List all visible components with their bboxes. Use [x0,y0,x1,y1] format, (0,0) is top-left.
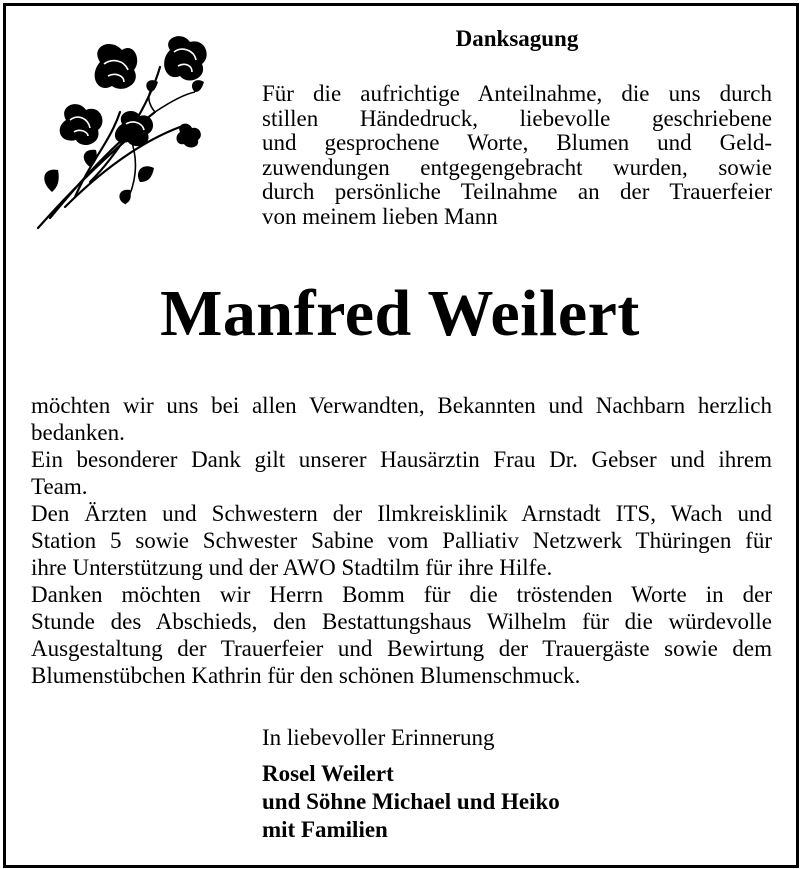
body-line: Team. [31,474,88,499]
body-paragraph [31,392,772,689]
body-line: Ausgestaltung der Trauerfeier und Bewirtung der Trauergäste sowie dem [31,636,772,661]
signers [262,760,762,844]
body-line: Danken möchten wir Herrn Bomm für die tröstenden Worte in der [31,582,772,607]
body-line: bedanken. [31,420,125,445]
body-line: Ein besonderer Dank gilt unserer Hausärztin Frau Dr. Gebser und ihrem [31,447,772,472]
roses-icon [30,32,230,232]
body-line: ihre Unterstützung und der AWO Stadtilm für ihre Hilfe. [31,555,553,580]
intro-line: durch persönliche Teilnahme an der Trauerfeier [262,179,772,205]
signer-line: und Söhne Michael und Heiko [262,789,560,814]
heading: Danksagung [455,26,579,51]
signer-line: mit Familien [262,817,388,842]
body-line: Blumenstübchen Kathrin für den schönen Blumenschmuck. [31,663,581,688]
intro-line: zuwendungen entgegengebracht wurden, sowie [262,154,772,180]
intro-line: Für die aufrichtige Anteilnahme, die uns durch [262,81,772,106]
deceased-name: Manfred Weilert [160,277,640,350]
closing-line: In liebevoller Erinnerung [262,725,495,750]
intro-paragraph [262,82,772,230]
intro-line: stillen Händedruck, liebevolle geschriebene [262,105,772,131]
body-line: möchten wir uns bei allen Verwandten, Bekannten und Nachbarn herzlich [31,393,772,418]
signer-line: Rosel Weilert [262,761,394,786]
intro-line: von meinem lieben Mann [262,203,498,229]
body-line: Stunde des Abschieds, den Bestattungshaus Wilhelm für die würdevolle [31,609,772,634]
body-line: Den Ärzten und Schwestern der Ilmkreisklinik Arnstadt ITS, Wach und [31,501,772,526]
body-line: Station 5 sowie Schwester Sabine vom Palliativ Netzwerk Thüringen für [31,528,772,553]
intro-line: und gesprochene Worte, Blumen und Geld- [262,130,772,156]
